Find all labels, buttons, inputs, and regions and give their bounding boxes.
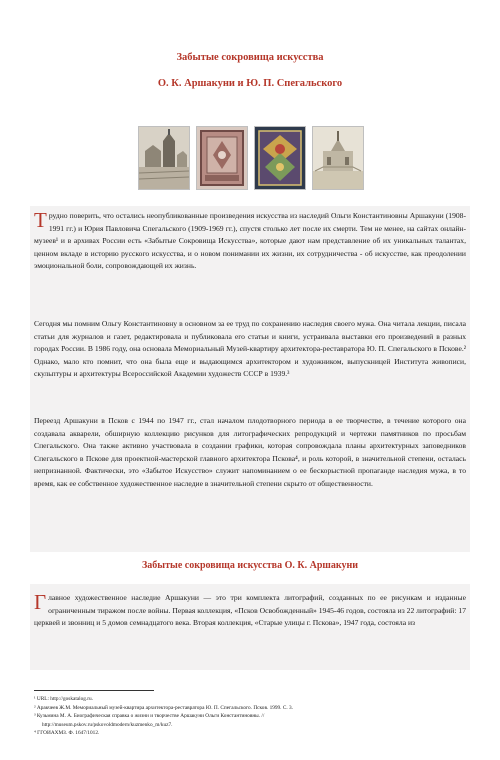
artwork-thumbnail-church-sketch xyxy=(138,126,190,190)
footnote-3-link[interactable]: http://museum.pskov.ru/pskovoldmodern/kuzmenko_m/kuz7. xyxy=(42,721,173,728)
paragraph-3: Переезд Аршакуни в Псков с 1944 по 1947 гг., стал началом плодотворного периода в ее творчестве, в течение которого она создавала акварели, обширную коллекцию рисунков для литографических репродукций и чертежи памятников по просьбам Спегальского. Она также активно участвовала в создании графики, которая сопровождала планы архитектурных заповедников Спегальского в Пскове для проектной-мастерской главного архитектора Пскова⁴, и роль которой, в значительной степени, осталась непризнанной. Фактически, это «Забытое Искусство» служит напоминанием о ее бескорыстной пропаганде наследия мужа, в то время, как ее собственное художественное наследие в значительной степени скрыто от общественности. xyxy=(34,416,466,488)
section-2-heading: Забытые сокровища искусства О. К. Аршакуни xyxy=(142,560,358,571)
drop-cap: Т xyxy=(34,208,47,232)
paragraph-4-text: лавное художественное наследие Аршакуни — это три комплекта литографий, созданных по ее рисункам и изданные ограниченным тиражом после войны. Первая коллекция, «Псков Освобожденный» 1945-46 годов, состояла из 22 литографий: 17 церквей и звонниц и 5 домов семнадцатого века. Вторая коллекция, «Старые улицы г. Пскова», 1947 года, состояла из xyxy=(34,593,466,628)
footnote-2: ² Аракчеев Ж.М. Мемориальный музей-квартира архитектора-реставратора Ю. П. Спегальского. Псков. 1999. С. 3. xyxy=(34,704,293,711)
paragraph-2: Сегодня мы помним Ольгу Константиновну в основном за ее труд по сохранению наследия своего мужа. Она читала лекции, писала статьи для журналов и газет, редактировала и публиковала его статьи и книги, устраивала выставки его произведений в разных городах России. В 1986 году, она основала Мемориальный Музей-квартиру архитектора-реставратора Ю. П. Спегальского в Пскове.² Однако, мало кто помнит, что она была еще и выдающимся архитектором и художником, выпускницей Института живописи, скульптуры и архитектуры Всероссийской Академии художеств СССР в 1939.³ xyxy=(34,319,466,379)
footnotes xyxy=(34,695,466,738)
artwork-thumbnail-church-watercolor xyxy=(312,126,364,190)
document-title: Забытые сокровища искусства xyxy=(176,52,324,63)
footnote-1: ¹ URL: http://goskatalog.ru. xyxy=(34,696,93,702)
paragraph-1-text: рудно поверить, что остались неопубликованные произведения искусства из наследий Ольги Константиновны Аршакуни (1908-1991 гг.) и Юрия Павловича Спегальского (1909-1969 гг.), спустя столько лет после их смерти. Тем не менее, на сайтах онлайн-музеев¹ и в архивах России есть «Забытые Сокровища Искусства», которые дают нам представление об их уникальных талантах, ценном вкладе в историю русского искусства, и о новом понимании их жизни, их сотрудничества - об искусстве, как преодолении эмоциональной боли, сопровождающей их жизнь. xyxy=(34,211,466,271)
artwork-thumbnail-ornament xyxy=(196,126,248,190)
document-subtitle: О. К. Аршакуни и Ю. П. Спегальского xyxy=(157,78,343,89)
paragraph-4 xyxy=(34,592,466,630)
paragraph-1 xyxy=(34,210,466,273)
footnote-3: ³ Кузьмина М. А. Биографическая справка о жизни и творчестве Аршакуни Ольги Константиновны. // xyxy=(34,713,265,720)
footnote-divider xyxy=(34,690,154,691)
drop-cap: Г xyxy=(34,590,47,614)
footnote-4: ⁴ ГГОИАХМЗ. Ф. 1647/1012. xyxy=(34,730,100,737)
artwork-thumbnails xyxy=(138,126,362,192)
artwork-thumbnail-colored-pattern xyxy=(254,126,306,190)
